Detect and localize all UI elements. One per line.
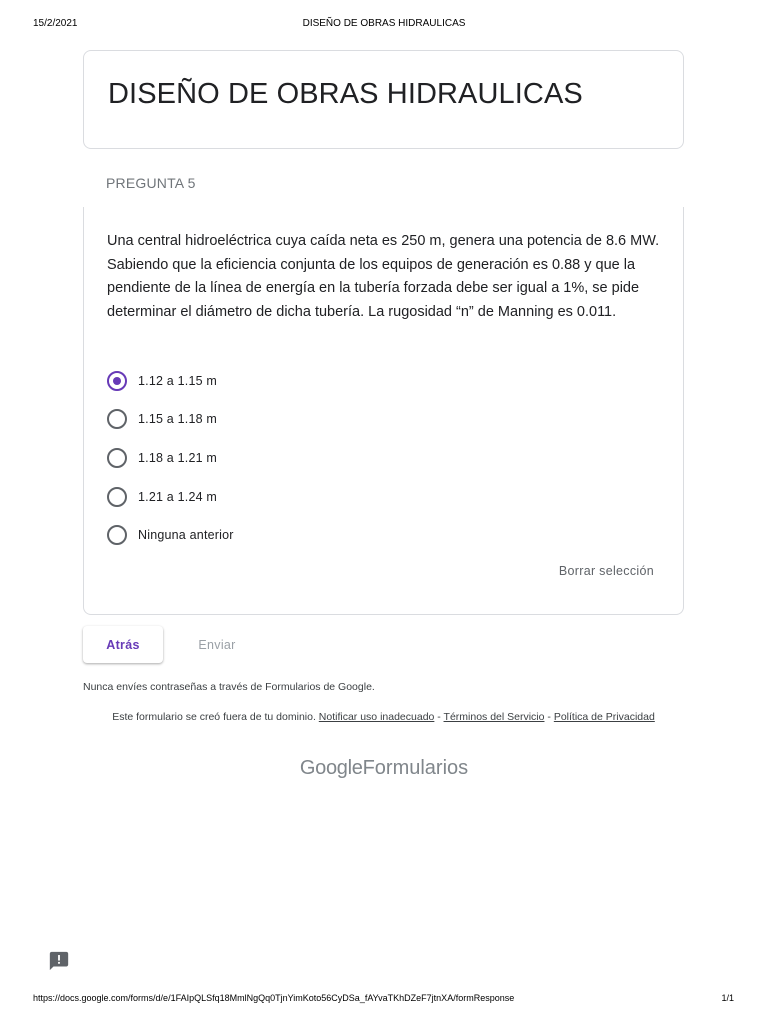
send-button[interactable]: Enviar xyxy=(198,637,236,652)
radio-icon[interactable] xyxy=(107,448,127,468)
option-5[interactable] xyxy=(107,525,234,545)
section-label: PREGUNTA 5 xyxy=(106,175,196,191)
footer-separator: - xyxy=(437,711,441,723)
option-1[interactable] xyxy=(107,371,217,391)
brand-google: Google xyxy=(299,757,363,779)
option-4[interactable] xyxy=(107,487,217,507)
option-label: 1.18 a 1.21 m xyxy=(138,451,218,465)
form-title: DISEÑO DE OBRAS HIDRAULICAS xyxy=(108,78,583,110)
option-label: Ninguna anterior xyxy=(138,528,234,542)
question-text: Una central hidroeléctrica cuya caída neta es 250 m, genera una potencia de 8.6 MW. Sabiendo que la eficiencia conjunta de los equipos de generación es 0.88 y que la pendiente de la línea de energía en la tubería forzada debe ser igual a 1%, se pide determinar el diámetro de dicha tubería. La rugosidad “n” de Manning es 0.011. xyxy=(107,233,660,320)
footer-disclaimer xyxy=(83,711,684,724)
privacy-link[interactable]: Política de Privacidad xyxy=(553,711,655,723)
print-date: 15/2/2021 xyxy=(33,18,78,29)
back-button[interactable]: Atrás xyxy=(83,626,163,663)
print-title: DISEÑO DE OBRAS HIDRAULICAS xyxy=(302,18,466,29)
print-page-number: 1/1 xyxy=(721,993,734,1003)
radio-selected-icon[interactable] xyxy=(107,371,127,391)
option-2[interactable] xyxy=(107,409,217,429)
footer-separator: - xyxy=(547,711,551,723)
clear-selection-button[interactable]: Borrar selección xyxy=(558,564,654,578)
print-header xyxy=(0,18,768,32)
google-forms-logo[interactable] xyxy=(0,757,768,780)
print-url: https://docs.google.com/forms/d/e/1FAIpQLSfq18MmlNgQq0TjnYimKoto56CyDSa_fAYvaTKhDZeF7jtnXA/formResponse xyxy=(33,993,515,1003)
report-abuse-link[interactable]: Notificar uso inadecuado xyxy=(318,711,435,723)
option-label: 1.15 a 1.18 m xyxy=(138,412,218,426)
print-footer xyxy=(0,993,768,1005)
feedback-icon[interactable] xyxy=(48,950,70,972)
question-card xyxy=(83,207,684,615)
option-label: 1.12 a 1.15 m xyxy=(138,374,218,388)
option-label: 1.21 a 1.24 m xyxy=(138,490,218,504)
domain-text: Este formulario se creó fuera de tu dominio. xyxy=(112,711,316,723)
password-warning: Nunca envíes contraseñas a través de Formularios de Google. xyxy=(83,681,375,693)
brand-product: Formularios xyxy=(362,757,469,779)
option-3[interactable] xyxy=(107,448,217,468)
terms-link[interactable]: Términos del Servicio xyxy=(443,711,545,723)
radio-icon[interactable] xyxy=(107,487,127,507)
form-title-card xyxy=(83,50,684,149)
radio-icon[interactable] xyxy=(107,525,127,545)
radio-icon[interactable] xyxy=(107,409,127,429)
